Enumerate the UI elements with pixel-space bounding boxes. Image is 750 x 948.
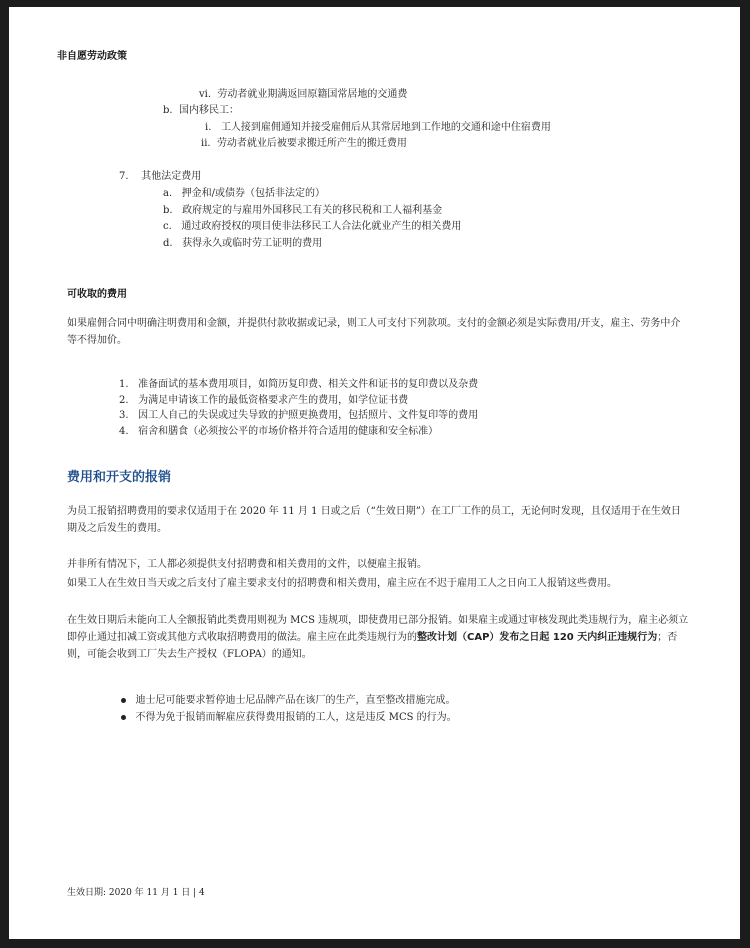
list-item: a. 押金和/或债券（包括非法定的） xyxy=(163,188,326,199)
bullet-icon xyxy=(121,698,126,703)
section-title: 费用和开支的报销 xyxy=(67,470,172,485)
page-footer: 生效日期: 2020 年 11 月 1 日 | 4 xyxy=(67,888,205,898)
list-item: vi. 劳动者就业期满返回原籍国常居地的交通费 xyxy=(199,89,408,100)
list-item: b. 国内移民工： xyxy=(163,105,239,116)
bullet-item: 不得为免于报销而解雇应获得费用报销的工人，这是违反 MCS 的行为。 xyxy=(121,710,457,726)
subsection-title: 可收取的费用 xyxy=(67,289,127,300)
page-header: 非自愿劳动政策 xyxy=(57,51,127,62)
paragraph: 如果工人在生效日当天或之后支付了雇主要求支付的招聘费和相关费用，雇主应在不迟于雇用工人之日向工人报销这些费用。 xyxy=(67,578,617,589)
document-page xyxy=(9,7,740,939)
list-item: b. 政府规定的与雇用外国移民工有关的移民税和工人福利基金 xyxy=(163,205,443,216)
list-item: 4. 宿舍和膳食（必须按公平的市场价格并符合适用的健康和安全标准） xyxy=(119,426,439,437)
paragraph: 在生效日期后未能向工人全额报销此类费用则视为 MCS 违规项，即使费用已部分报销。如果雇主或通过审核发现此类违规行为，雇主必须立即停止通过扣减工资或其他方式收取招聘费用的做法。雇主应在此类违规行为的整改计划（CAP）发布之日起 120 天内纠正违规行为；否则，可能会收到工厂失去生产授权（FLOPA）的通知。 xyxy=(67,615,689,660)
list-item: c. 通过政府授权的项目使非法移民工人合法化就业产生的相关费用 xyxy=(163,221,462,232)
list-item: 7. 其他法定费用 xyxy=(119,171,202,182)
paragraph: 如果雇佣合同中明确注明费用和金额，并提供付款收据或记录，则工人可支付下列款项。支付的金额必须是实际费用/开支，雇主、劳务中介等不得加价。 xyxy=(67,318,681,346)
list-item: 2. 为满足申请该工作的最低资格要求产生的费用，如学位证书费 xyxy=(119,395,409,406)
list-item: ii. 劳动者就业后被要求搬迁所产生的搬迁费用 xyxy=(201,138,407,149)
list-item: d. 获得永久或临时劳工证明的费用 xyxy=(163,238,323,249)
list-item: 1. 准备面试的基本费用项目，如简历复印费、相关文件和证书的复印费以及杂费 xyxy=(119,379,479,390)
bullet-icon xyxy=(121,715,126,720)
bullet-item: 迪士尼可能要求暂停迪士尼品牌产品在该厂的生产，直至整改措施完成。 xyxy=(121,693,456,709)
list-item: 3. 因工人自己的失误或过失导致的护照更换费用，包括照片、文件复印等的费用 xyxy=(119,410,479,421)
list-item: i. 工人接到雇佣通知并接受雇佣后从其常居地到工作地的交通和途中住宿费用 xyxy=(205,122,551,133)
bold-emphasis: 整改计划（CAP）发布之日起 120 天内纠正违规行为 xyxy=(417,632,658,643)
paragraph: 为员工报销招聘费用的要求仅适用于在 2020 年 11 月 1 日或之后（“生效日期”）在工厂工作的员工，无论何时发现，且仅适用于在生效日期及之后发生的费用。 xyxy=(67,506,681,534)
paragraph: 并非所有情况下，工人都必须提供支付招聘费和相关费用的文件，以便雇主报销。 xyxy=(67,559,427,570)
